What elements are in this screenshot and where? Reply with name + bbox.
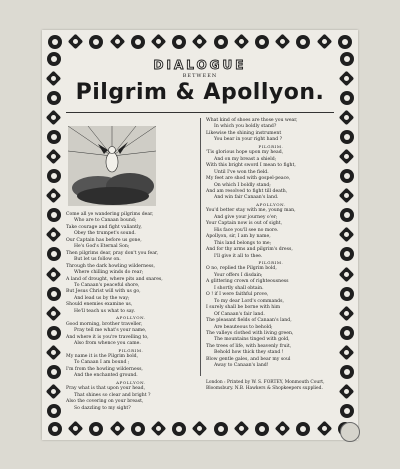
border-ornament-icon xyxy=(234,421,250,437)
border-ornament-icon xyxy=(172,35,186,49)
verse-line: And lead us by the way; xyxy=(74,295,130,301)
verse-line: O ! if I were faithful prove, xyxy=(206,292,269,298)
verse-line: The valleys clothed with living green, xyxy=(206,330,294,336)
verse-line: Who are to Canaan bound; xyxy=(74,218,137,224)
border-ornament-icon xyxy=(109,421,125,437)
border-ornament-icon xyxy=(68,421,84,437)
border-ornament-icon xyxy=(339,384,355,400)
border-ornament-icon xyxy=(339,188,355,204)
verse-line: Obey the trumpet's sound. xyxy=(74,231,136,237)
verse-line: I'll give it all to thee. xyxy=(214,253,263,259)
verse-line: In which you boldly stand? xyxy=(214,124,277,130)
border-ornament-icon xyxy=(340,326,354,340)
border-ornament-icon xyxy=(47,287,61,301)
verse-line: Likewise the shining instrument xyxy=(206,130,282,136)
verse-line: On which I boldly stand; xyxy=(214,182,271,188)
border-ornament-icon xyxy=(46,344,62,360)
verse-line: To Canaan's peaceful shore, xyxy=(74,282,140,288)
verse-line: Apollyon, sir, I am by name, xyxy=(206,234,271,240)
border-ornament-icon xyxy=(214,35,228,49)
border-ornament-icon xyxy=(47,208,61,222)
border-ornament-icon xyxy=(340,404,354,418)
verse-line: And win fair Canaan's land. xyxy=(214,195,279,201)
border-ornament-icon xyxy=(46,384,62,400)
border-ornament-icon xyxy=(48,422,62,436)
border-ornament-icon xyxy=(255,35,269,49)
verse-line: Also from whence you came. xyxy=(74,341,141,347)
verse-line: My feet are shod with gospel-peace, xyxy=(206,176,291,182)
verse-line: You bear in your right hand ? xyxy=(214,137,283,143)
border-ornament-icon xyxy=(46,149,62,165)
verse-line: 'Tis glorious hope upon my head, xyxy=(206,150,284,156)
border-ornament-icon xyxy=(214,422,228,436)
speaker-heading: APOLLYON. xyxy=(116,315,146,321)
border-ornament-icon xyxy=(47,130,61,144)
verse-line: A land of drought, where pits and snares, xyxy=(66,276,163,282)
border-ornament-icon xyxy=(131,422,145,436)
border-ornament-icon xyxy=(339,266,355,282)
speaker-heading: PILGRIM. xyxy=(258,143,284,149)
verse-line: Our Captain has before us gone, xyxy=(66,237,142,243)
verse-line: Behold how thick they stand ! xyxy=(214,350,284,356)
border-ornament-icon xyxy=(255,422,269,436)
border-ornament-icon xyxy=(46,110,62,126)
printer-imprint: London : Printed by W. S. FORTEY, Monmouth Court, Bloomsbury. N.B. Hawkers & Shopkeepers supplied. xyxy=(206,380,325,391)
verse-line: And where it is you're travelling to, xyxy=(66,334,149,340)
verse-line: He's God's Eternal Son; xyxy=(74,244,130,250)
verse-line: His face you'll see no more. xyxy=(214,227,279,233)
verse-line: But let us follow on. xyxy=(74,257,121,263)
verse-line: The trees of life, with heavenly fruit, xyxy=(206,343,292,349)
border-ornament-icon xyxy=(47,365,61,379)
verse-line: What kind of shoes are those you wear, xyxy=(206,118,298,123)
border-ornament-icon xyxy=(151,421,167,437)
verse-line: I'm from the howling wilderness, xyxy=(66,366,143,372)
border-ornament-icon xyxy=(296,35,310,49)
border-ornament-icon xyxy=(339,305,355,321)
border-ornament-icon xyxy=(340,130,354,144)
poem-right-column xyxy=(206,118,336,370)
verse-line: Pray what is that upon your head, xyxy=(66,386,146,392)
verse-line: My name it is the Pilgrim bold, xyxy=(66,353,139,359)
border-ornament-icon xyxy=(68,34,84,50)
border-ornament-icon xyxy=(340,208,354,222)
verse-line: Your offers I disdain; xyxy=(214,272,263,278)
border-ornament-icon xyxy=(339,227,355,243)
woodcut-angel-illustration xyxy=(68,126,156,206)
verse-line: Pray tell me what's your name, xyxy=(74,328,147,334)
border-ornament-icon xyxy=(89,422,103,436)
verse-line: And for thy arms and pilgrim's dress, xyxy=(206,247,293,253)
verse-line: I surely shall be borne with him xyxy=(206,305,281,311)
border-ornament-icon xyxy=(275,34,291,50)
border-ornament-icon xyxy=(234,34,250,50)
speaker-heading: PILGRIM. xyxy=(118,347,144,353)
verse-line: The pleasant fields of Canaan's land, xyxy=(206,318,292,324)
verse-line: I shortly shall obtain. xyxy=(214,285,264,291)
verse-line: Good morning, brother traveller, xyxy=(66,321,143,327)
verse-line: And the enchanted ground. xyxy=(74,373,138,379)
verse-line: So dazzling to my sight? xyxy=(74,405,131,411)
border-ornament-icon xyxy=(46,227,62,243)
verse-line: But Jesus Christ will with us go, xyxy=(66,289,141,295)
border-ornament-icon xyxy=(131,35,145,49)
border-ornament-icon xyxy=(340,169,354,183)
verse-line: Away to Canaan's land! xyxy=(214,363,269,369)
verse-line: A glittering crown of righteousness xyxy=(206,279,289,285)
verse-line: You'd better stay with me, young man, xyxy=(206,208,296,214)
verse-line: Where chilling winds do rear; xyxy=(74,270,144,276)
border-ornament-icon xyxy=(340,365,354,379)
verse-line: O no, replied the Pilgrim bold, xyxy=(206,266,277,272)
border-ornament-icon xyxy=(316,421,332,437)
title-rule xyxy=(66,112,334,113)
border-ornament-icon xyxy=(338,35,352,49)
verse-line: Take courage and fight valiantly, xyxy=(66,224,142,230)
border-ornament-icon xyxy=(316,34,332,50)
border-ornament-icon xyxy=(46,266,62,282)
poem-left-column xyxy=(66,212,196,412)
broadside-sheet xyxy=(42,30,358,440)
border-ornament-icon xyxy=(46,188,62,204)
verse-line: And give your journey o'er; xyxy=(214,214,278,220)
verse-line: He'll teach us what to say. xyxy=(74,308,136,314)
speaker-heading: APOLLYON. xyxy=(256,201,286,207)
border-ornament-icon xyxy=(339,344,355,360)
border-ornament-icon xyxy=(46,305,62,321)
border-ornament-icon xyxy=(47,326,61,340)
verse-line: With this bright sword I mean to fight, xyxy=(206,163,296,169)
ornamental-border-top xyxy=(48,33,352,50)
border-ornament-icon xyxy=(192,421,208,437)
verse-line: Through the dark howling wilderness, xyxy=(66,263,155,269)
verse-line: Blow gentle gales, and bear my soul xyxy=(206,356,291,362)
verse-line: To my dear Lord's commands, xyxy=(214,298,284,304)
verse-line: And on my breast a shield; xyxy=(214,156,277,162)
border-ornament-icon xyxy=(339,110,355,126)
title-pilgrim-apollyon: Pilgrim & Apollyon. xyxy=(75,80,325,105)
border-ornament-icon xyxy=(192,34,208,50)
ornamental-border-left xyxy=(45,52,62,418)
border-ornament-icon xyxy=(47,169,61,183)
verse-line: Until I've won the field. xyxy=(214,169,269,175)
border-ornament-icon xyxy=(109,34,125,50)
border-ornament-icon xyxy=(340,287,354,301)
border-ornament-icon xyxy=(47,247,61,261)
border-ornament-icon xyxy=(172,422,186,436)
border-ornament-icon xyxy=(89,35,103,49)
border-ornament-icon xyxy=(296,422,310,436)
border-ornament-icon xyxy=(275,421,291,437)
verse-line: Then pilgrims dear, pray don't you fear, xyxy=(66,250,159,256)
column-divider xyxy=(200,118,201,376)
verse-line: Your Captain now is out of sight, xyxy=(206,221,283,227)
ornamental-border-right xyxy=(338,52,355,418)
border-ornament-icon xyxy=(47,404,61,418)
verse-line: Also the covering on your breast, xyxy=(66,399,144,405)
library-stamp xyxy=(340,422,360,442)
ornamental-border-bottom xyxy=(48,420,352,437)
verse-line: Are beauteous to behold; xyxy=(214,324,273,330)
verse-line: Come all ye wandering pilgrims dear, xyxy=(66,212,154,217)
verse-line: That shines so clear and bright ? xyxy=(74,392,151,398)
border-ornament-icon xyxy=(340,247,354,261)
verse-line: Of Canaan's fair land. xyxy=(214,311,265,317)
title-dialogue: DIALOGUE xyxy=(153,58,247,72)
verse-line: The mountains tinged with gold, xyxy=(214,337,290,343)
verse-line: To Canaan I am bound ; xyxy=(74,360,130,366)
verse-line: Should enemies examine us, xyxy=(66,302,133,308)
speaker-heading: PILGRIM. xyxy=(258,259,284,265)
border-ornament-icon xyxy=(339,149,355,165)
title-between: BETWEEN xyxy=(182,73,218,79)
verse-line: This land belongs to me; xyxy=(214,240,272,246)
verse-line: And am resolved to fight till death, xyxy=(206,188,288,194)
border-ornament-icon xyxy=(48,35,62,49)
speaker-heading: APOLLYON. xyxy=(116,379,146,385)
border-ornament-icon xyxy=(151,34,167,50)
